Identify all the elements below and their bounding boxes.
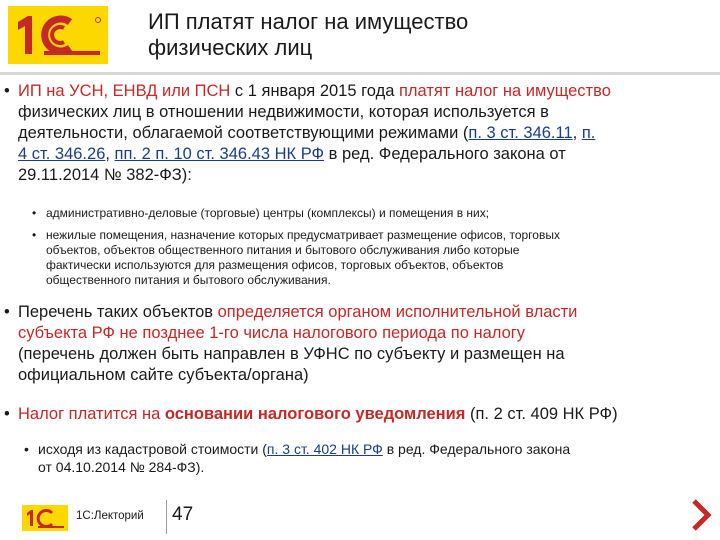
law-link-346-26[interactable]: 4 ст. 346.26	[18, 145, 106, 163]
bullet-icon: •	[4, 405, 10, 423]
bullet-icon: •	[4, 82, 10, 100]
list-item-line: фактически используются для размещения офисов, торговых объектов, объектов	[46, 258, 504, 272]
list-item	[32, 206, 698, 221]
p3-highlight-1: Налог платится на	[18, 405, 165, 423]
p1-line-5: 29.11.2014 № 382-ФЗ):	[18, 166, 192, 184]
p1-comma: ,	[572, 124, 582, 142]
p3-text: (п. 2 ст. 409 НК РФ)	[465, 405, 618, 423]
bullet-icon: •	[4, 303, 10, 321]
list-item-line: объектов, объектов общественного питания и бытового обслуживания либо которые	[46, 243, 520, 257]
p2-line-2: субъекта РФ не позднее 1-го числа налогового периода по налогу	[18, 324, 526, 342]
page-title	[148, 9, 468, 61]
title-line-1: ИП платят налог на имущество	[148, 9, 469, 34]
sub3-text: исходя из кадастровой стоимости (	[38, 441, 267, 457]
p2-highlight: определяется органом исполнительной власти	[217, 303, 578, 321]
paragraph-3	[4, 404, 706, 425]
p2-line-3: (перечень должен быть направлен в УФНС по субъекту и размещен на	[18, 345, 565, 363]
law-link-346-43[interactable]: пп. 2 п. 10 ст. 346.43 НК РФ	[114, 145, 325, 163]
p1-line-2: физических лиц в отношении недвижимости, которая используется в	[18, 103, 549, 121]
p1-highlight-1: ИП на УСН, ЕНВД или ПСН	[18, 82, 231, 100]
sub3-text-2: в ред. Федерального закона	[382, 441, 571, 457]
bullet-icon: •	[32, 228, 37, 242]
p2-text: Перечень таких объектов	[18, 303, 218, 321]
1c-logo	[8, 6, 108, 64]
header-separator	[0, 72, 720, 75]
page-number: 47	[172, 504, 194, 525]
title-line-2: физических лиц	[148, 35, 313, 60]
paragraph-1	[4, 81, 706, 186]
list-item	[24, 440, 698, 476]
p1-text: с 1 января 2015 года	[230, 82, 399, 100]
p1-highlight-2: платят налог на имущество	[398, 82, 611, 100]
list-item-line: нежилые помещения, назначение которых предусматривает размещение офисов, торговых	[46, 228, 560, 242]
sub3-line-2: от 04.10.2014 № 284-ФЗ).	[38, 459, 205, 475]
bullet-icon: •	[32, 206, 37, 220]
law-link-346-26-start[interactable]: п.	[581, 124, 596, 142]
chevron-right-icon[interactable]	[690, 498, 714, 537]
p2-line-4: официальном сайте субъекта/органа)	[18, 366, 309, 384]
footer-1c-logo	[22, 505, 68, 531]
p1-line-4: в ред. Федерального закона от	[324, 145, 566, 163]
p1-line-3: деятельности, облагаемой соответствующими режимами (	[18, 124, 469, 142]
list-item-line: административно-деловые (торговые) центры (комплексы) и помещения в них;	[46, 206, 490, 220]
bullet-icon: •	[24, 441, 29, 457]
list-item	[32, 228, 698, 288]
paragraph-2	[4, 302, 706, 386]
footer-label: 1С:Лекторий	[76, 510, 144, 522]
p3-highlight-2: основании налогового уведомления	[164, 405, 466, 423]
footer-divider	[166, 500, 167, 534]
p1-comma-2: ,	[105, 145, 115, 163]
law-link-402[interactable]: п. 3 ст. 402 НК РФ	[266, 441, 383, 457]
law-link-346-11[interactable]: п. 3 ст. 346.11	[468, 124, 573, 142]
list-item-line: общественного питания и бытового обслуживания.	[46, 273, 331, 287]
